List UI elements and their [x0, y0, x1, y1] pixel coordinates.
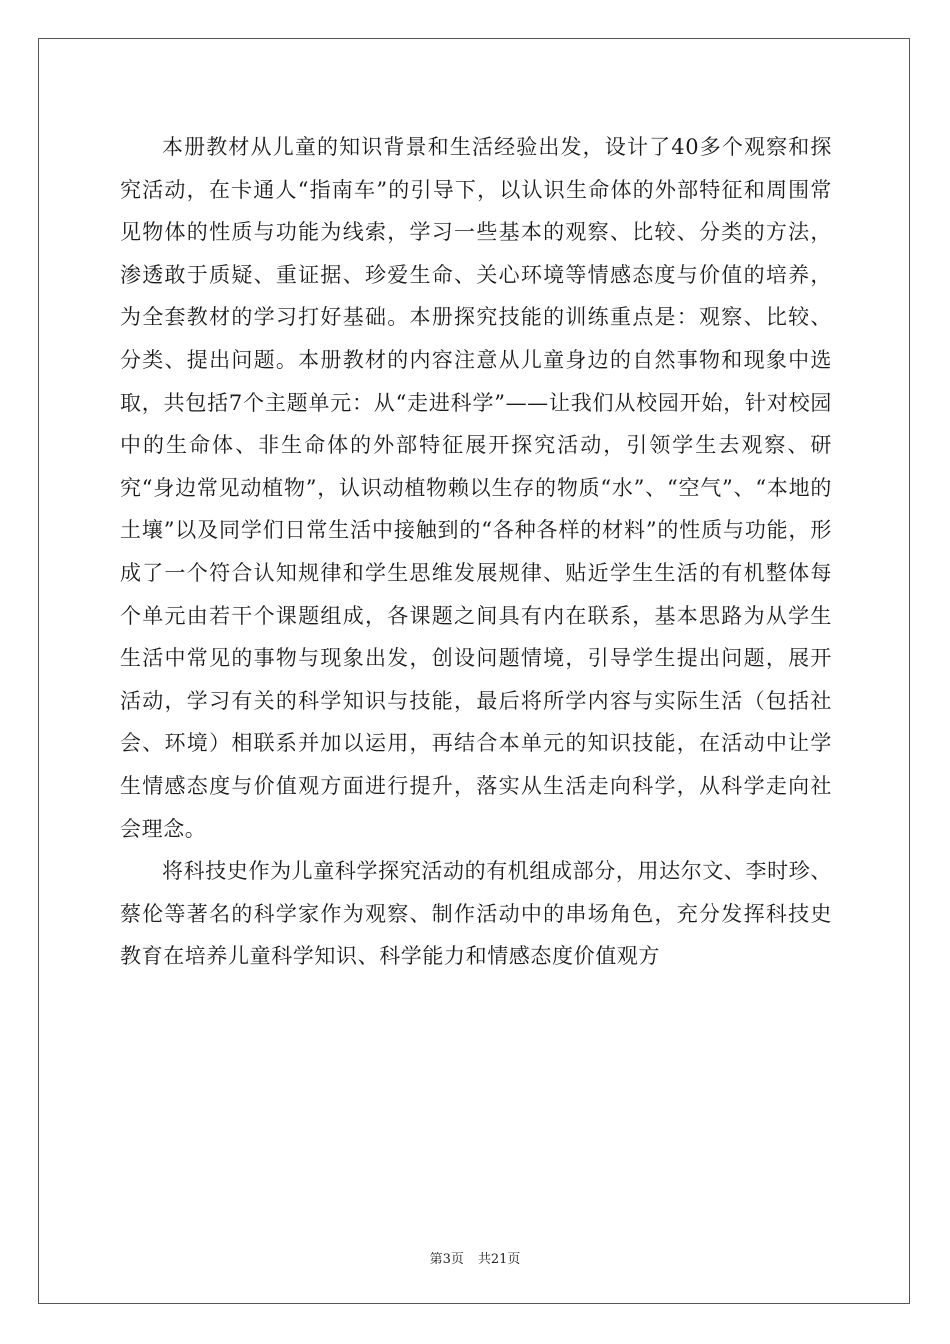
page-footer	[0, 1248, 950, 1267]
document-body	[120, 126, 832, 978]
current-page-number: 第3页	[429, 1252, 464, 1267]
total-page-count: 共21页	[477, 1252, 521, 1267]
paragraph-1: 本册教材从儿童的知识背景和生活经验出发，设计了40多个观察和探究活动，在卡通人“指南车”的引导下，以认识生命体的外部特征和周围常见物体的性质与功能为线索，学习一些基本的观察、比较、分类的方法，渗透敢于质疑、重证据、珍爱生命、关心环境等情感态度与价值的培养，为全套教材的学习打好基础。本册探究技能的训练重点是：观察、比较、分类、提出问题。本册教材的内容注意从儿童身边的自然事物和现象中选取，共包括7个主题单元：从“走进科学”——让我们从校园开始，针对校园中的生命体、非生命体的外部特征展开探究活动，引领学生去观察、研究“身边常见动植物”，认识动植物赖以生存的物质“水”、“空气”、“本地的土壤”以及同学们日常生活中接触到的“各种各样的材料”的性质与功能，形成了一个符合认知规律和学生思维发展规律、贴近学生生活的有机整体每个单元由若干个课题组成，各课题之间具有内在联系，基本思路为从学生生活中常见的事物与现象出发，创设问题情境，引导学生提出问题，展开活动，学习有关的科学知识与技能，最后将所学内容与实际生活（包括社会、环境）相联系并加以运用，再结合本单元的知识技能，在活动中让学生情感态度与价值观方面进行提升，落实从生活走向科学，从科学走向社会理念。	[120, 135, 832, 841]
paragraph-2: 将科技史作为儿童科学探究活动的有机组成部分，用达尔文、李时珍、蔡伦等著名的科学家作为观察、制作活动中的串场角色，充分发挥科技史教育在培养儿童科学知识、科学能力和情感态度价值观方	[120, 859, 832, 969]
